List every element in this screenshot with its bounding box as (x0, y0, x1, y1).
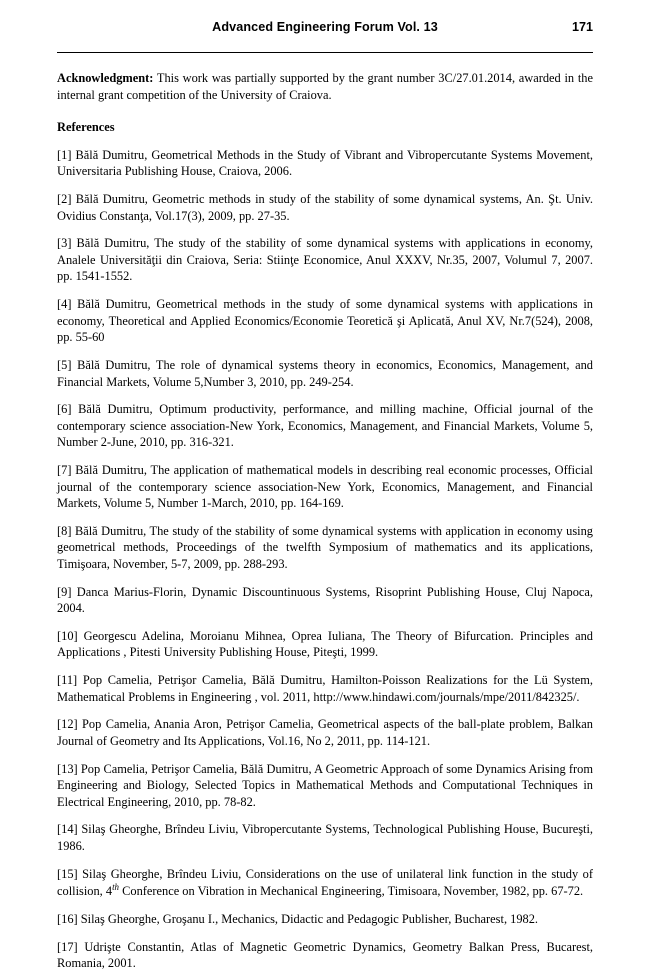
reference-item: [14] Silaş Gheorghe, Brîndeu Liviu, Vibropercutante Systems, Technological Publishing House, Bucureşti, 1986. (57, 822, 593, 853)
reference-item: [8] Bălă Dumitru, The study of the stability of some dynamical systems with application in economy using geometrical methods, Proceedings of the twelfth Symposium of mathematics and its applications, Timişoara, November, 5-7, 2009, pp. 288-293. (57, 523, 593, 572)
reference-item: [2] Bălă Dumitru, Geometric methods in study of the stability of some dynamical systems, An. Şt. Univ. Ovidius Constanţa, Vol.17(3), 2009, pp. 27-35. (57, 192, 593, 223)
page-header (57, 20, 593, 46)
reference-15-part2: Conference on Vibration in Mechanical Engineering, Timisoara, November, 1982, pp. 67-72. (119, 884, 584, 899)
reference-11-part1: [11] Pop Camelia, Petrişor Camelia, Bălă Dumitru, Hamilton-Poisson Realizations for the Lü System, (57, 673, 593, 688)
reference-11-part7: vol. (260, 689, 280, 704)
reference-11-part3: Problems (128, 689, 176, 704)
reference-item: [4] Bălă Dumitru, Geometrical methods in the study of some dynamical systems with applications in economy, Theoretical and Applied Economics/Economie Teoretică şi Aplicată, Anul XV, Nr.7(524), 2008, pp. 55-60 (57, 297, 593, 345)
page-number: 171 (571, 20, 593, 34)
reference-11-url: http://www.hindawi.com/journals/mpe/2011/842325/. (313, 689, 580, 704)
reference-item (57, 866, 593, 900)
reference-11-part4: in (178, 689, 188, 704)
page-content (57, 70, 593, 971)
reference-item: [17] Udrişte Constantin, Atlas of Magnetic Geometric Dynamics, Geometry Balkan Press, Bucarest, Romania, 2001. (57, 939, 593, 971)
journal-title: Advanced Engineering Forum Vol. 13 (212, 20, 438, 34)
reference-item (57, 672, 593, 705)
reference-item: [3] Bălă Dumitru, The study of the stability of some dynamical systems with applications in economy, Analele Universităţii din Craiova, Seria: Stiinţe Economice, Anul XXXV, Nr.35, 2007, Volumul 7, 2007. pp. 1541-1552. (57, 236, 593, 284)
reference-item: [6] Bălă Dumitru, Optimum productivity, performance, and milling machine, Official journal of the contemporary science association-New York, Economics, Management, and Financial Markets, Volume 5, Number 2-June, 2010, pp. 316-321. (57, 402, 593, 450)
acknowledgment-paragraph (57, 70, 593, 103)
reference-15-part1: [15] Silaş Gheorghe, Brîndeu Liviu, Considerations on the use of unilateral link function in the study of collision, 4 (57, 866, 593, 899)
references-heading: References (57, 120, 115, 135)
acknowledgment-label: Acknowledgment: (57, 71, 154, 85)
reference-item: [7] Bălă Dumitru, The application of mathematical models in describing real economic processes, Official journal of the contemporary science association-New York, Economics, Management, and Financial Markets, Volume 5, Number 1-March, 2010, pp. 164-169. (57, 462, 593, 511)
reference-11-part6: , (254, 689, 258, 704)
reference-item: [10] Georgescu Adelina, Moroianu Mihnea, Oprea Iuliana, The Theory of Bifurcation. Principles and Applications , Pitesti University Publishing House, Piteşti, 1999. (57, 628, 593, 660)
reference-item: [1] Bălă Dumitru, Geometrical Methods in the Study of Vibrant and Vibropercutante Systems Movement, Universitaria Publishing House, Craiova, 2006. (57, 147, 593, 179)
acknowledgment-text: This work was partially supported by the grant number 3C/27.01.2014, awarded in the internal grant competition of the University of Craiova. (57, 71, 593, 102)
reference-item: [9] Danca Marius-Florin, Dynamic Discountinuous Systems, Risoprint Publishing House, Cluj Napoca, 2004. (57, 584, 593, 616)
reference-11-part8: 2011, (282, 689, 311, 704)
reference-item: [16] Silaş Gheorghe, Groşanu I., Mechanics, Didactic and Pedagogic Publisher, Bucharest, 1982. (57, 911, 539, 926)
reference-item: [13] Pop Camelia, Petrişor Camelia, Bălă Dumitru, A Geometric Approach of some Dynamics Arising from Engineering and Biology, Selected Topics in Mathematical Methods and Computational Techniques in Electrical Engineering, 2010, pp. 78-82. (57, 761, 593, 809)
reference-item: [5] Bălă Dumitru, The role of dynamical systems theory in economics, Economics, Management, and Financial Markets, Volume 5,Number 3, 2010, pp. 249-254. (57, 357, 593, 389)
header-divider (57, 52, 593, 53)
reference-11-part2: Mathematical (57, 689, 126, 704)
reference-11-part5: Engineering (190, 689, 252, 704)
reference-item: [12] Pop Camelia, Anania Aron, Petrişor Camelia, Geometrical aspects of the ball-plate problem, Balkan Journal of Geometry and Its Applications, Vol.16, No 2, 2011, pp. 114-121. (57, 717, 593, 748)
reference-15-superscript: th (112, 882, 120, 893)
